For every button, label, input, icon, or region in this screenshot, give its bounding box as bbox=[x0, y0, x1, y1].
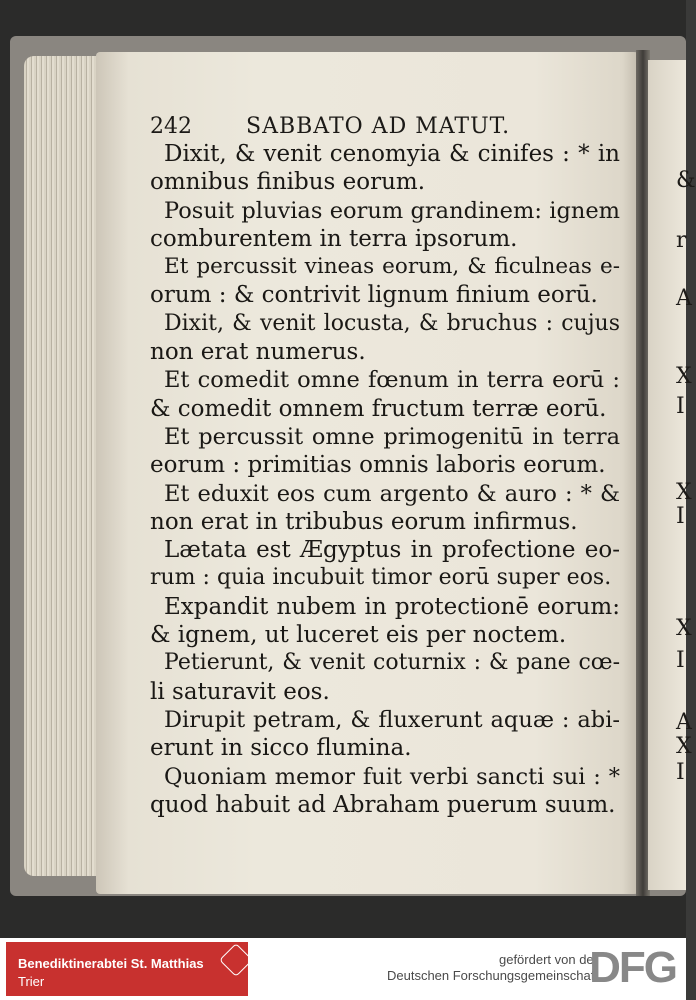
verse-line: Dixit, & venit cenomyia & cinifes : * in bbox=[164, 141, 620, 167]
verse-line: li saturavit eos. bbox=[150, 678, 330, 705]
verse bbox=[150, 593, 620, 650]
verse-line: Dixit, & venit locusta, & bruchus : cujus bbox=[164, 310, 620, 336]
verse-line: Posuit pluvias eorum grandinem: ignem bbox=[164, 197, 620, 224]
verse-line: & comedit omnem fructum terræ eorū. bbox=[150, 395, 607, 422]
verse-line: & ignem, ut luceret eis per noctem. bbox=[150, 622, 567, 649]
verse-line: orum : & contrivit lignum finium eorū. bbox=[150, 282, 598, 309]
verse bbox=[150, 197, 620, 254]
verse-line: Expandit nubem in protectionē eorum: bbox=[164, 593, 620, 620]
institution-name: Benediktinerabtei St. Matthias bbox=[18, 956, 204, 971]
verse-line: non erat in tribubus eorum infirmus. bbox=[150, 508, 578, 535]
edge-letter: & bbox=[676, 168, 696, 193]
verse-line: eorum : primitias omnis laboris eorum. bbox=[150, 452, 606, 479]
verse-line: Lætata est Ægyptus in profectione eo- bbox=[164, 537, 620, 564]
page-title: SABBATO AD MATUT. bbox=[246, 114, 511, 139]
digitization-footer bbox=[0, 938, 686, 1000]
institution-city: Trier bbox=[18, 974, 45, 989]
verse-line: comburentem in terra ipsorum. bbox=[150, 225, 518, 252]
verse-line: erunt in sicco flumina. bbox=[150, 735, 412, 762]
verse bbox=[150, 536, 620, 593]
edge-letter: X bbox=[676, 734, 692, 759]
edge-letter: X bbox=[676, 616, 692, 641]
edge-letter: I bbox=[676, 648, 685, 673]
edge-letter: I bbox=[676, 504, 685, 529]
dfg-logo[interactable]: DFG bbox=[589, 943, 676, 992]
verse bbox=[150, 253, 620, 310]
verse bbox=[150, 649, 620, 706]
verse bbox=[150, 706, 620, 763]
edge-letter: I bbox=[676, 760, 685, 785]
verse bbox=[150, 140, 620, 197]
funder-name: Deutschen Forschungsgemeinschaft bbox=[386, 968, 598, 983]
edge-letter: X bbox=[676, 480, 692, 505]
verse-line: Et comedit omne fœnum in terra eorū : bbox=[164, 367, 620, 394]
verse-line: rum : quia incubuit timor eorū super eos. bbox=[150, 565, 612, 591]
verse-line: Et percussit omne primogenitū in terra bbox=[164, 423, 620, 450]
verse-line: Et percussit vineas eorum, & ficulneas e- bbox=[164, 254, 620, 280]
page-number: 242 bbox=[150, 114, 192, 139]
verse bbox=[150, 423, 620, 480]
funded-by-label: gefördert von der bbox=[498, 952, 598, 967]
verse bbox=[150, 310, 620, 367]
verse-line: Et eduxit eos cum argento & auro : * & bbox=[164, 480, 620, 507]
edge-letter: A bbox=[676, 710, 692, 735]
edge-letter: X bbox=[676, 364, 692, 389]
verse bbox=[150, 480, 620, 537]
edge-letter: I bbox=[676, 394, 685, 419]
verse-line: quod habuit ad Abraham puerum suum. bbox=[150, 791, 616, 818]
verse-line: omnibus finibus eorum. bbox=[150, 169, 426, 196]
verse bbox=[150, 366, 620, 423]
funder-credit bbox=[387, 952, 598, 984]
abbey-seal-icon bbox=[219, 943, 253, 977]
verse-line: Dirupit petram, & fluxerunt aquæ : abi- bbox=[164, 706, 620, 733]
institution-badge[interactable] bbox=[6, 942, 248, 996]
edge-letter: A bbox=[676, 286, 692, 311]
verse bbox=[150, 763, 620, 820]
edge-letter: r bbox=[676, 228, 687, 253]
psalm-text bbox=[150, 140, 620, 819]
verse-line: Petierunt, & venit coturnix : & pane cœ- bbox=[164, 650, 620, 676]
verse-line: Quoniam memor fuit verbi sancti sui : * bbox=[164, 763, 620, 790]
verse-line: non erat numerus. bbox=[150, 339, 366, 366]
